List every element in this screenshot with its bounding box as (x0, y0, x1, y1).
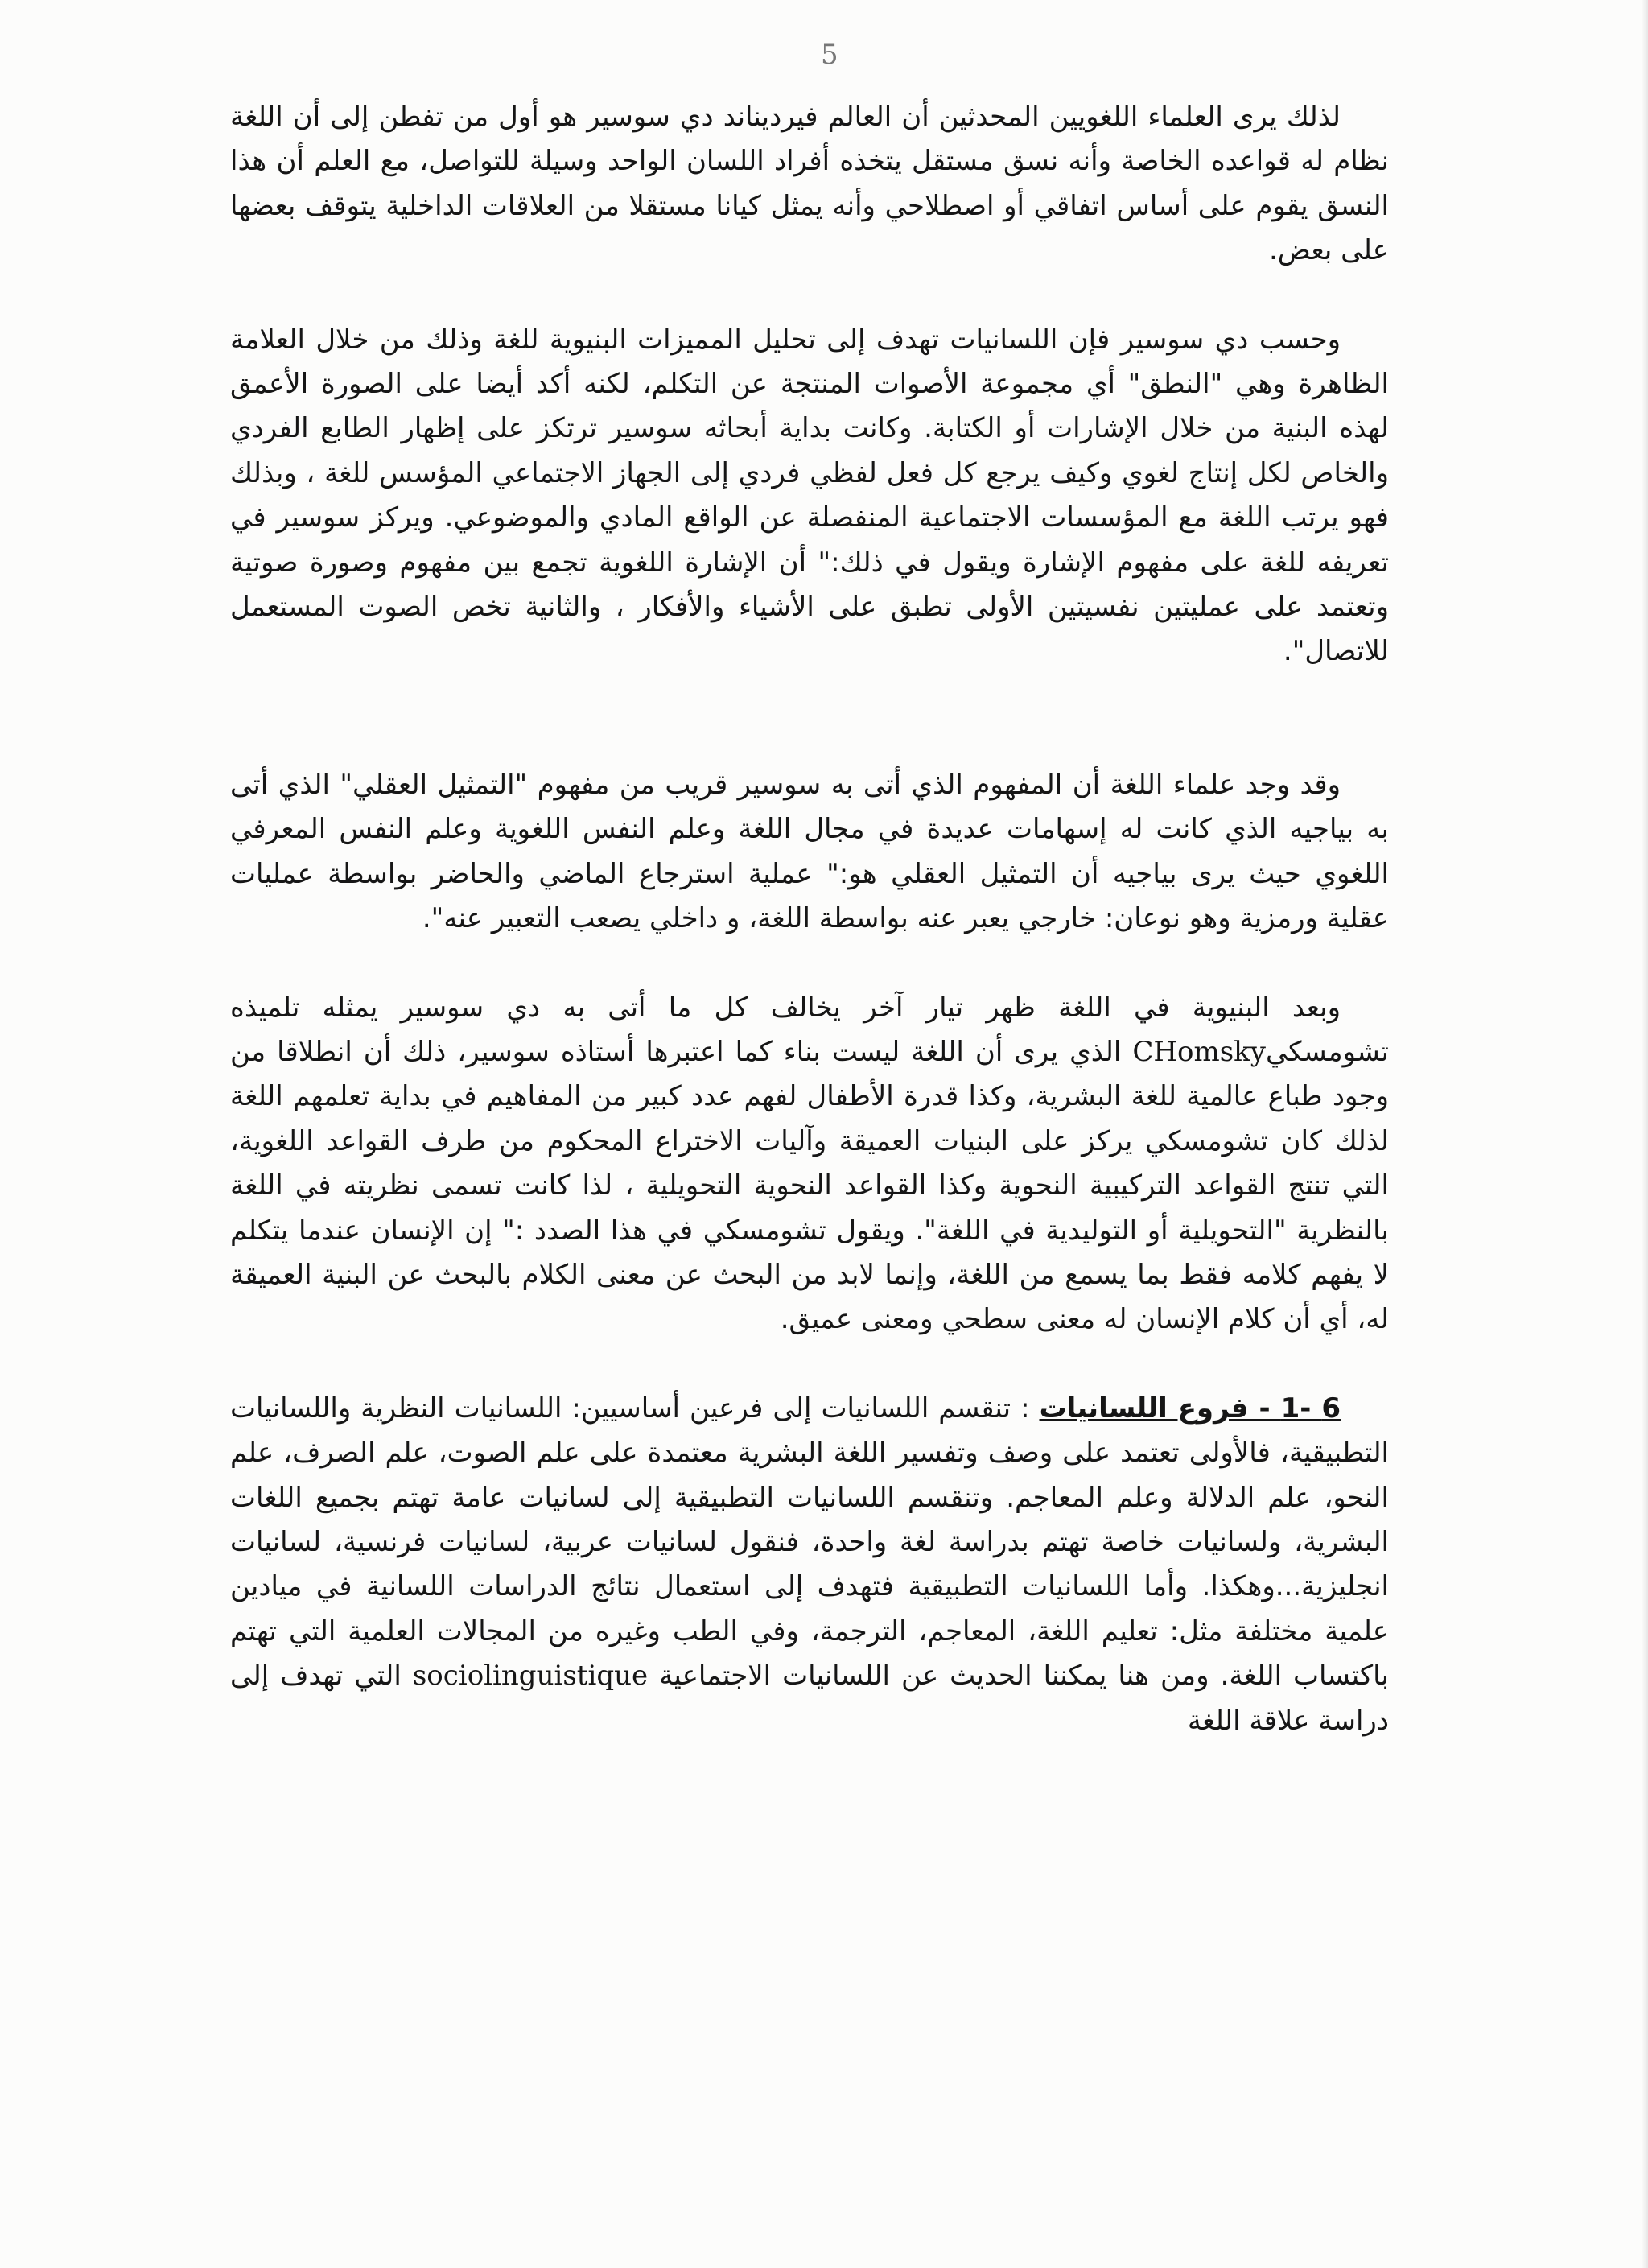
section-heading: 6 -1 - فروع اللسانيات (1039, 1392, 1341, 1425)
paragraph-2: وحسب دي سوسير فإن اللسانيات تهدف إلى تحليل المميزات البنيوية للغة وذلك من خلال العلامة الظاهرة وهي "النطق" أي مجموعة الأصوات المنتجة عن التكلم، لكنه أكد أيضا على الصورة الأعمق لهذه البنية من خلال الإشارات أو الكتابة. وكانت بداية أبحاثه سوسير ترتكز على إظهار الطابع الفردي والخاص لكل إنتاج لغوي وكيف يرجع كل فعل لفظي فردي إلى الجهاز الاجتماعي المؤسس للغة ، وبذلك فهو يرتب اللغة مع المؤسسات الاجتماعية المنفصلة عن الواقع المادي والموضوعي. ويركز سوسير في تعريفه للغة على مفهوم الإشارة ويقول في ذلك:" أن الإشارة اللغوية تجمع بين مفهوم وصورة صوتية وتعتمد على عمليتين نفسيتين الأولى تطبق على الأشياء والأفكار ، والثانية تخص الصوت المستعمل للاتصال". (230, 323, 1389, 668)
paragraph-5-text-b: التي تهدف إلى دراسة علاقة اللغة (230, 1660, 1389, 1737)
paragraph-spacer (230, 942, 1389, 986)
paragraph-3: وقد وجد علماء اللغة أن المفهوم الذي أتى به سوسير قريب من مفهوم "التمثيل العقلي" الذي أتى به بياجيه الذي كانت له إسهامات عديدة في مجال اللغة وعلم النفس اللغوية وعلم النفس المعرفي اللغوي حيث يرى بياجيه أن التمثيل العقلي هو:" عملية استرجاع الماضي والحاضر بواسطة عمليات عقلية ورمزية وهو نوعان: خارجي يعبر عنه بواسطة اللغة، و داخلي يصعب التعبير عنه". (230, 768, 1389, 935)
paragraph-4 (230, 986, 1389, 1342)
page-number: 5 (821, 39, 838, 71)
paragraph-4-text-a: وبعد البنيوية في اللغة ظهر تيار آخر يخالف كل ما أتى به دي سوسير يمثله تلميذه تشومسكي (230, 991, 1389, 1068)
paragraph-spacer (230, 674, 1389, 763)
body-text (230, 95, 1389, 1743)
paragraph-1: لذلك يرى العلماء اللغويين المحدثين أن العالم فيرديناند دي سوسير هو أول من تفطن إلى أن اللغة نظام له قواعده الخاصة وأنه نسق مستقل يتخذه أفراد اللسان الواحد وسيلة للتواصل، مع العلم أن هذا النسق يقوم على أساس اتفاقي أو اصطلاحي وأنه يمثل كيانا مستقلا من العلاقات الداخلية يتوقف بعضها على بعض. (230, 101, 1389, 267)
page-edge-shadow (1642, 0, 1648, 2268)
paragraph-5-latin-term: sociolinguistique (412, 1660, 649, 1693)
paragraph-4-text-b: الذي يرى أن اللغة ليست بناء كما اعتبرها أستاذه سوسير، ذلك أن انطلاقا من وجود طباع عالمية للغة البشرية، وكذا قدرة الأطفال لفهم عدد كبير من المفاهيم في بداية تعلمهم اللغة لذلك كان تشومسكي يركز على البنيات العميقة وآليات الاختراع المحكوم من طرف القواعد اللغوية، التي تنتج القواعد التركيبية النحوية وكذا القواعد النحوية التحويلية ، لذا كانت تسمى نظريته في اللغة بالنظرية "التحويلية أو التوليدية في اللغة". ويقول تشومسكي في هذا الصدد :" إن الإنسان عندما يتكلم لا يفهم كلامه فقط بما يسمع من اللغة، وإنما لابد من البحث عن معنى الكلام بالبحث عن البنية العميقة له، أي أن كلام الإنسان له معنى سطحي ومعنى عميق. (230, 1035, 1389, 1336)
paragraph-5 (230, 1387, 1389, 1743)
paragraph-5-text-a: : تنقسم اللسانيات إلى فرعين أساسيين: اللسانيات النظرية واللسانيات التطبيقية، فالأولى تعتمد على وصف وتفسير اللغة البشرية معتمدة على علم الصوت، علم الصرف، علم النحو، علم الدلالة وعلم المعاجم. وتنقسم اللسانيات التطبيقية إلى لسانيات عامة تهتم بجميع اللغات البشرية، ولسانيات خاصة تهتم بدراسة لغة واحدة، فنقول لسانيات عربية، لسانيات فرنسية، لسانيات انجليزية...وهكذا. وأما اللسانيات التطبيقية فتهدف إلى استعمال نتائج الدراسات اللسانية في ميادين علمية مختلفة مثل: تعليم اللغة، المعاجم، الترجمة، وفي الطب وغيره من المجالات العلمية التي تهتم باكتساب اللغة. ومن هنا يمكننا الحديث عن اللسانيات الاجتماعية (230, 1392, 1390, 1693)
paragraph-4-latin-term: CHomsky (1132, 1035, 1266, 1068)
paragraph-spacer (230, 274, 1389, 318)
paragraph-spacer (230, 1342, 1389, 1387)
